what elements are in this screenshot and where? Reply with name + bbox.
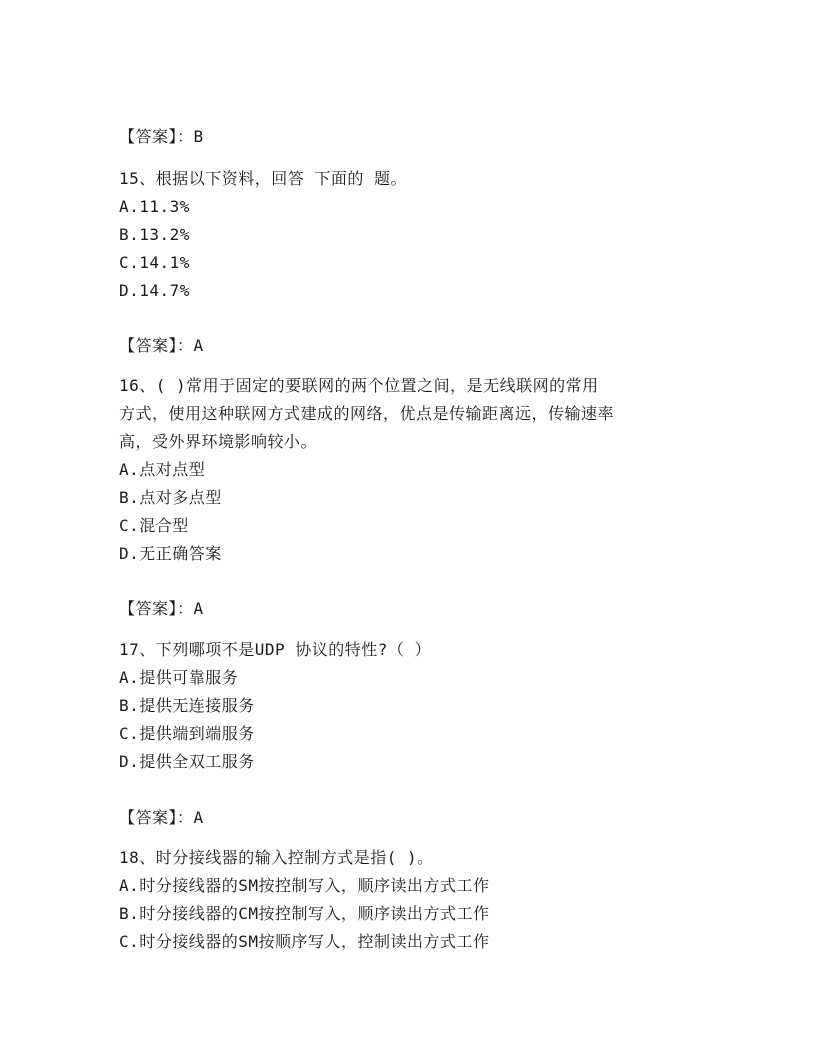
question-15-stem: 15、根据以下资料，回答 下面的 题。	[119, 169, 408, 188]
question-16-option-a: A.点对点型	[119, 460, 206, 479]
question-17-option-a: A.提供可靠服务	[119, 668, 239, 687]
question-18-stem: 18、时分接线器的输入控制方式是指( )。	[119, 848, 434, 867]
question-16-stem-line-3: 高，受外界环境影响较小。	[119, 432, 318, 451]
answer-16: 【答案】：A	[119, 599, 204, 618]
question-16-stem-line-2: 方式，使用这种联网方式建成的网络，优点是传输距离远，传输速率	[119, 404, 615, 423]
question-16-option-b: B.点对多点型	[119, 488, 222, 507]
answer-15: 【答案】：A	[119, 336, 204, 355]
question-16-option-d: D.无正确答案	[119, 544, 222, 563]
question-15-option-c: C.14.1%	[119, 253, 190, 272]
question-16-stem-line-1: 16、( )常用于固定的要联网的两个位置之间，是无线联网的常用	[119, 376, 599, 395]
question-17-option-c: C.提供端到端服务	[119, 724, 255, 743]
question-17-option-b: B.提供无连接服务	[119, 696, 255, 715]
question-15-option-b: B.13.2%	[119, 225, 190, 244]
question-16-option-c: C.混合型	[119, 516, 189, 535]
question-15-option-a: A.11.3%	[119, 197, 190, 216]
question-17-stem: 17、下列哪项不是UDP 协议的特性?（ ）	[119, 640, 432, 659]
question-17-option-d: D.提供全双工服务	[119, 752, 255, 771]
question-18-option-b: B.时分接线器的CM按控制写入，顺序读出方式工作	[119, 904, 490, 923]
answer-14: 【答案】：B	[119, 127, 204, 146]
question-15-option-d: D.14.7%	[119, 281, 190, 300]
question-18-option-c: C.时分接线器的SM按顺序写人，控制读出方式工作	[119, 932, 490, 951]
answer-17: 【答案】：A	[119, 808, 204, 827]
question-18-option-a: A.时分接线器的SM按控制写入，顺序读出方式工作	[119, 876, 490, 895]
